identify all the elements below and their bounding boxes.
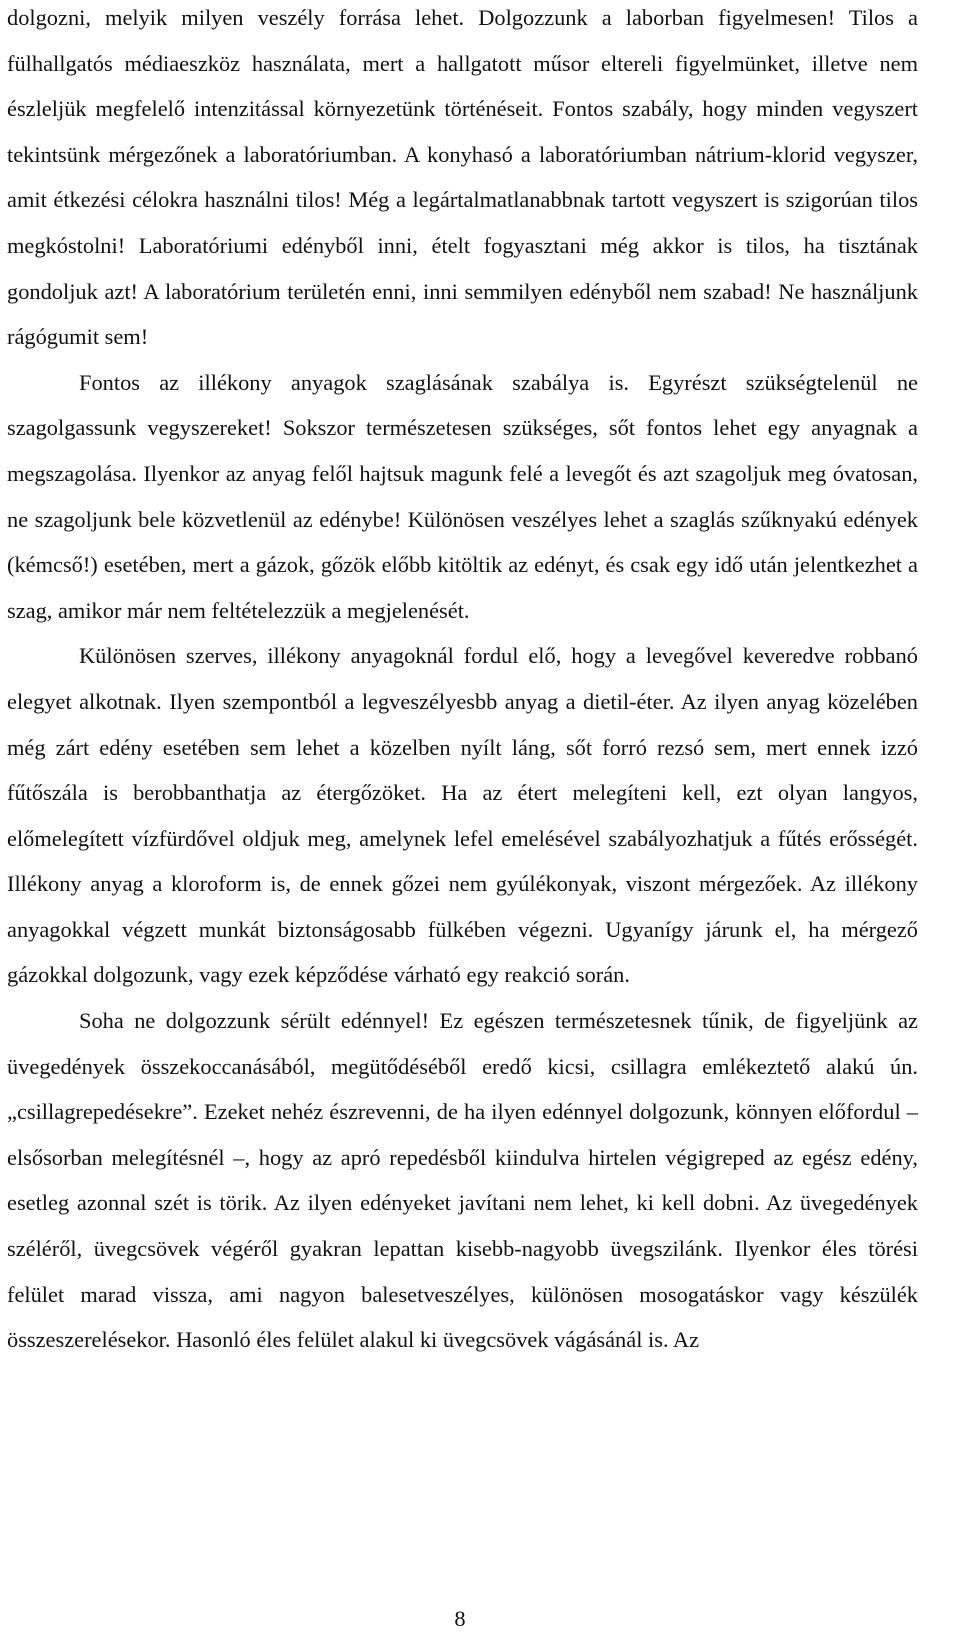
page-number: 8 (454, 1606, 466, 1631)
paragraph-2: Fontos az illékony anyagok szaglásának szabálya is. Egyrészt szükségtelenül ne szagolgassunk vegyszereket! Sokszor természetesen szükséges, sőt fontos lehet egy anyagnak a megszagolása. Ilyenkor az anyag felől hajtsuk magunk felé a levegőt és azt szagoljuk meg óvatosan, ne szagoljunk bele közvetlenül az edénybe! Különösen veszélyes lehet a szaglás szűknyakú edények (kémcső!) esetében, mert a gázok, gőzök előbb kitöltik az edényt, és csak egy idő után jelentkezhet a szag, amikor már nem feltételezzük a megjelenését. (7, 369, 918, 623)
paragraph-1: dolgozni, melyik milyen veszély forrása lehet. Dolgozzunk a laborban figyelmesen! Tilos a fülhallgatós médiaeszköz használata, mert a hallgatott műsor eltereli figyelmünket, illetve nem észleljük megfelelő intenzitással környezetünk történéseit. Fontos szabály, hogy minden vegyszert tekintsünk mérgezőnek a laboratóriumban. A konyhasó a laboratóriumban nátrium-klorid vegyszer, amit étkezési célokra használni tilos! Még a legártalmatlanabbnak tartott vegyszert is szigorúan tilos megkóstolni! Laboratóriumi edényből inni, ételt fogyasztani még akkor is tilos, ha tisztának gondoljuk azt! A laboratórium területén enni, inni semmilyen edényből nem szabad! Ne használjunk rágógumit sem! (7, 5, 918, 350)
paragraph-4: Soha ne dolgozzunk sérült edénnyel! Ez egészen természetesnek tűnik, de figyeljünk az üvegedények összekoccanásából, megütődéséből eredő kicsi, csillagra emlékeztető alakú ún. „csillagrepedésekre”. Ezeket nehéz észrevenni, de ha ilyen edénnyel dolgozunk, könnyen előfordul – elsősorban melegítésnél –, hogy az apró repedésből kiindulva hirtelen végigreped az egész edény, esetleg azonnal szét is törik. Az ilyen edényeket javítani nem lehet, ki kell dobni. Az üvegedények széléről, üvegcsövek végéről gyakran lepattan kisebb-nagyobb üvegszilánk. Ilyenkor éles törési felület marad vissza, ami nagyon balesetveszélyes, különösen mosogatáskor vagy készülék összeszerelésekor. Hasonló éles felület alakul ki üvegcsövek vágásánál is. Az (7, 1008, 918, 1353)
body-text (7, 0, 918, 1363)
paragraph-3: Különösen szerves, illékony anyagoknál fordul elő, hogy a levegővel keveredve robbanó elegyet alkotnak. Ilyen szempontból a legveszélyesbb anyag a dietil-éter. Az ilyen anyag közelében még zárt edény esetében sem lehet a közelben nyílt láng, sőt forró rezsó sem, mert ennek izzó fűtőszála is berobbanthatja az étergőzöket. Ha az étert melegíteni kell, ezt olyan langyos, előmelegített vízfürdővel oldjuk meg, amelynek lefel emelésével szabályozhatjuk a fűtés erősségét. Illékony anyag a kloroform is, de ennek gőzei nem gyúlékonyak, viszont mérgezőek. Az illékony anyagokkal végzett munkát biztonságosabb fülkében végezni. Ugyanígy járunk el, ha mérgező gázokkal dolgozunk, vagy ezek képződése várható egy reakció során. (7, 643, 918, 988)
